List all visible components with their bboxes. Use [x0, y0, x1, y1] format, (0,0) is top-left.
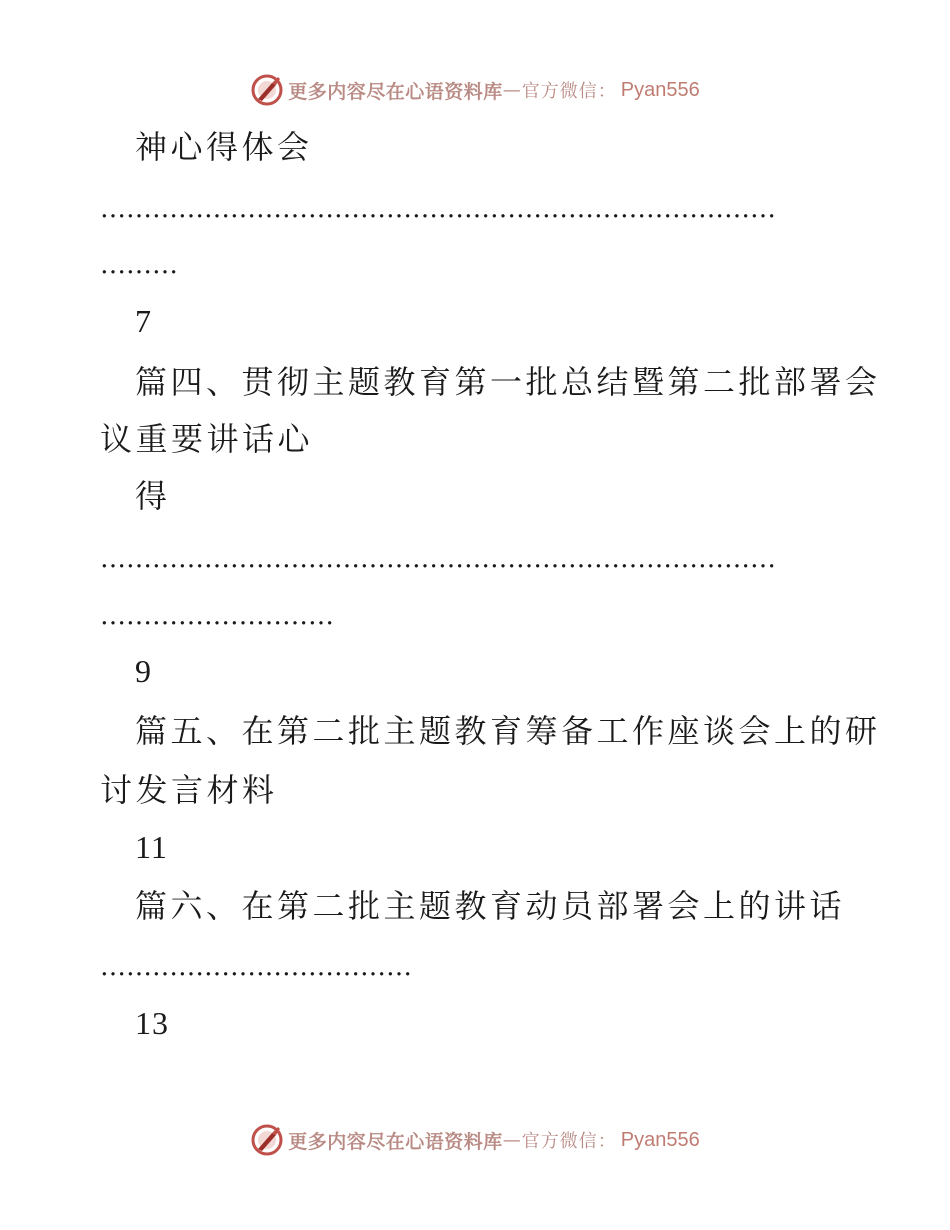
toc-page-number: 9 [135, 653, 152, 689]
toc-page-number: 11 [135, 829, 168, 865]
toc-entry-title: 篇六、在第二批主题教育动员部署会上的讲话 [135, 887, 846, 925]
toc-entry-title-cont: 议重要讲话心 [100, 420, 314, 458]
toc-entry-title-cont: 得 [135, 477, 171, 515]
toc-leader-dots: ……………………… [100, 601, 334, 631]
watermark-dash: — [502, 79, 522, 101]
toc-leader-dots: …………………………………………………………………… [100, 544, 776, 574]
watermark-main-text: 更多内容尽在心语资料库 [288, 1130, 503, 1153]
toc-leader-dots: …………………………………………………………………… [100, 194, 776, 224]
toc-entry-title: 神心得体会 [135, 128, 313, 166]
toc-entry-title: 篇五、在第二批主题教育筹备工作座谈会上的研 [135, 712, 881, 750]
toc-leader-dots: ……………………………… [100, 952, 412, 982]
watermark-main-text: 更多内容尽在心语资料库 [288, 80, 503, 103]
pen-logo-icon [250, 1123, 284, 1157]
watermark-sub-text: 官方微信： [521, 81, 617, 102]
watermark-wechat-id: Pyan556 [620, 78, 700, 101]
toc-leader-dots: ……… [100, 250, 178, 280]
toc-entry-title: 篇四、贯彻主题教育第一批总结暨第二批部署会 [135, 363, 881, 401]
watermark-dash: — [502, 1129, 522, 1151]
header-watermark [0, 70, 950, 110]
watermark-wechat-id: Pyan556 [620, 1128, 700, 1151]
toc-page-number: 7 [135, 303, 152, 339]
pen-logo-icon [250, 73, 284, 107]
toc-page-number: 13 [135, 1005, 169, 1041]
toc-entry-title-cont: 讨发言材料 [100, 771, 278, 809]
watermark-sub-text: 官方微信： [521, 1131, 617, 1152]
footer-watermark [0, 1120, 950, 1160]
